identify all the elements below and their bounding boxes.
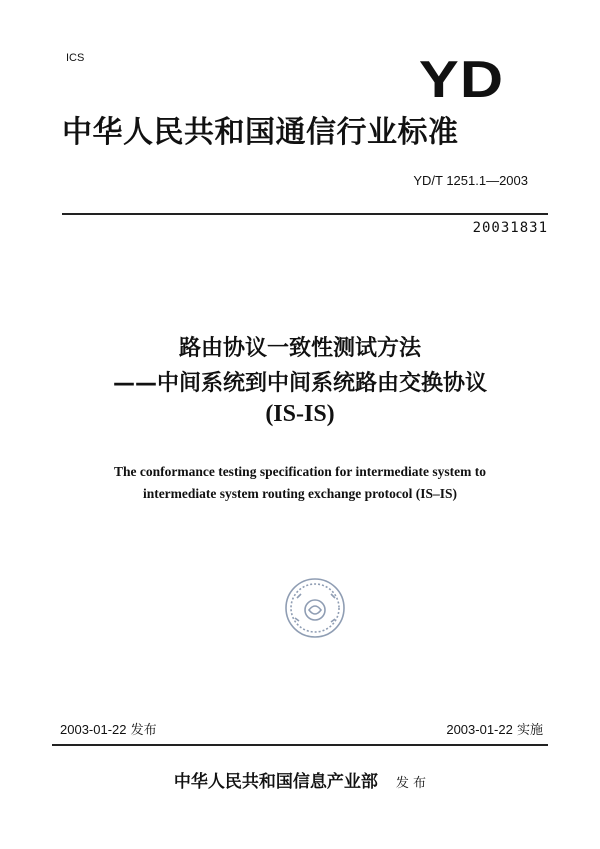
issue-date-block <box>60 719 157 738</box>
standard-number: YD/T 1251.1—2003 <box>413 173 528 188</box>
yd-logo: YD <box>418 51 504 109</box>
ics-label: ICS <box>66 52 85 64</box>
title-en-line2: intermediate system routing exchange protocol (IS–IS) <box>142 486 458 501</box>
publisher-name: 中华人民共和国信息产业部 <box>173 772 378 792</box>
issue-label: 发布 <box>130 723 157 738</box>
archive-stamp: 20031831 <box>472 220 548 236</box>
organization-title: 中华人民共和国通信行业标准 <box>62 115 459 150</box>
effective-date: 2003-01-22 <box>446 722 513 737</box>
issue-date: 2003-01-22 <box>60 722 127 737</box>
title-cn-line3: (IS-IS) <box>265 401 335 427</box>
effective-date-block <box>446 719 543 738</box>
bottom-divider <box>52 744 548 746</box>
effective-label: 实施 <box>516 723 543 738</box>
official-seal-icon <box>283 576 347 640</box>
title-cn-line1: 路由协议一致性测试方法 <box>178 336 421 361</box>
publisher-line <box>0 767 600 792</box>
title-cn-line2: ——中间系统到中间系统路由交换协议 <box>112 371 487 396</box>
publisher-action: 发 布 <box>395 776 427 791</box>
top-divider <box>62 213 548 215</box>
title-en-line1: The conformance testing specification for intermediate system to <box>113 464 487 479</box>
